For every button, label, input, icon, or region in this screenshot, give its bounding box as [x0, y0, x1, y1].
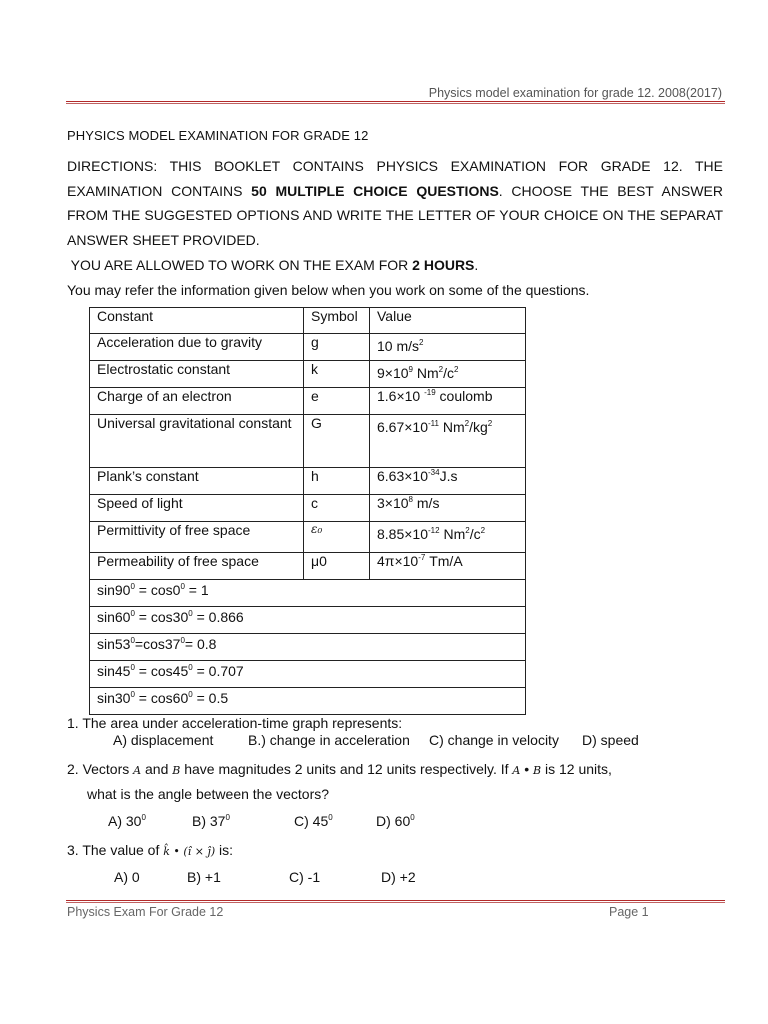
denominator-exponent: 2 [454, 365, 459, 374]
trig-value: = 1 [184, 582, 209, 598]
q2-d-text: D) 60 [376, 813, 411, 829]
q3-pre: 3. The value of [67, 842, 164, 858]
trig-identity [90, 661, 526, 688]
table-row [90, 522, 526, 553]
table-row [90, 495, 526, 522]
q1-option-d: D) speed [582, 732, 639, 748]
header-rule [66, 101, 725, 104]
dot-operator: • [524, 761, 530, 777]
trig-a: sin30 [97, 690, 131, 706]
table-row [90, 361, 526, 388]
value-base: 9×10 [377, 365, 409, 381]
table-header-row [90, 308, 526, 334]
trig-row [90, 580, 526, 607]
table-row [90, 553, 526, 580]
degree-mark: 0 [188, 690, 193, 699]
value-exponent: 2 [419, 338, 424, 347]
q3-post: is: [215, 842, 234, 858]
degree-mark: 0 [130, 582, 135, 591]
trig-a: sin60 [97, 609, 131, 625]
table-row [90, 388, 526, 415]
constant-value [370, 468, 526, 495]
trig-b: = cos0 [134, 582, 181, 598]
q3-option-c: C) -1 [289, 869, 321, 885]
degree-mark: 0 [180, 582, 185, 591]
q2-b-deg: 0 [225, 813, 230, 822]
q1-option-b: B.) change in acceleration [248, 732, 410, 748]
constant-name: Universal gravitational constant [90, 415, 304, 468]
value-base: 1.6×10 [377, 388, 425, 404]
question-2 [67, 761, 612, 777]
trig-b: = cos30 [134, 609, 189, 625]
question-1: 1. The area under acceleration-time graph represents: [67, 715, 403, 731]
constant-symbol: h [304, 468, 370, 495]
q2-option-d [376, 813, 415, 829]
directions-text-1: DIRECTIONS: THIS BOOKLET CONTAINS PHYSICS EXAMINATION FOR GRADE 12. THE EXAMINATION CONTAINS [67, 158, 723, 199]
trig-b: = cos60 [134, 690, 189, 706]
value-unit: Tm/A [425, 553, 463, 569]
value-unit: Nm [439, 526, 466, 542]
vector-b-dot-label: B [533, 764, 542, 777]
exam-title: PHYSICS MODEL EXAMINATION FOR GRADE 12 [67, 128, 369, 143]
value-unit-denominator: /c [469, 526, 481, 542]
q2-option-b [192, 813, 230, 829]
denominator-exponent: 2 [480, 526, 486, 535]
trig-value: = 0.707 [192, 663, 244, 679]
q2-a-deg: 0 [141, 813, 146, 822]
constant-value [370, 334, 526, 361]
table-row [90, 334, 526, 361]
constant-name: Plank’s constant [90, 468, 304, 495]
constant-value [370, 415, 526, 468]
trig-value: = 0.866 [192, 609, 244, 625]
constant-symbol: c [304, 495, 370, 522]
header-value: Value [370, 308, 526, 334]
trig-identity [90, 607, 526, 634]
constant-name: Permittivity of free space [90, 522, 304, 553]
trig-value: = 0.5 [192, 690, 229, 706]
degree-mark: 0 [130, 690, 135, 699]
value-exponent: -7 [418, 553, 426, 562]
value-unit: Nm [413, 365, 439, 381]
unit-exponent: 2 [464, 419, 470, 428]
header-constant: Constant [90, 308, 304, 334]
value-unit: coulomb [435, 388, 493, 404]
constant-symbol: e [304, 388, 370, 415]
trig-row [90, 688, 526, 715]
denominator-exponent: 2 [487, 419, 493, 428]
q3-option-b: B) +1 [187, 869, 221, 885]
trig-b: = cos45 [134, 663, 189, 679]
page-number: Page 1 [609, 905, 649, 919]
constant-symbol: ε₀ [304, 522, 370, 553]
q3-option-a: A) 0 [114, 869, 140, 885]
value-unit: J.s [439, 468, 458, 484]
value-base: 10 m/s [377, 338, 420, 354]
time-allowed-line [67, 257, 478, 273]
q2-c-deg: 0 [328, 813, 333, 822]
constant-symbol: k [304, 361, 370, 388]
q2-option-c [294, 813, 333, 829]
vector-a-dot-label: A [512, 764, 521, 777]
value-base: 3×10 [377, 495, 409, 511]
degree-mark: 0 [188, 609, 193, 618]
q2-post: is 12 units, [541, 761, 612, 777]
constant-symbol: g [304, 334, 370, 361]
directions-bold-questions: 50 MULTIPLE CHOICE QUESTIONS [251, 182, 499, 199]
degree-mark: 0 [130, 609, 135, 618]
degree-mark: 0 [188, 663, 193, 672]
trig-value: = 0.8 [184, 636, 217, 652]
value-base: 8.85×10 [377, 526, 428, 542]
trig-b: =cos37 [134, 636, 181, 652]
q3-option-d: D) +2 [381, 869, 416, 885]
value-base: 6.63×10 [377, 468, 428, 484]
question-3 [67, 842, 233, 858]
trig-a: sin53 [97, 636, 131, 652]
value-exponent: -11 [428, 419, 439, 428]
directions-text-2: . CHOOSE THE BEST ANSWER FROM THE SUGGESTED OPTIONS AND WRITE THE LETTER OF YOUR CHOICE ON THE SEPARAT ANSWER SHEET PROVIDED. [67, 182, 723, 248]
vector-a-symbol [133, 764, 141, 777]
vector-a-label: A [133, 764, 142, 777]
allowed-hours: 2 HOURS [412, 257, 475, 273]
q2-mid: have magnitudes 2 units and 12 units respectively. If [180, 761, 513, 777]
q2-c-text: C) 45 [294, 813, 329, 829]
constant-value [370, 361, 526, 388]
constant-value [370, 495, 526, 522]
allowed-end: . [474, 257, 479, 273]
value-exponent: 8 [408, 495, 413, 504]
unit-exponent: 2 [465, 526, 470, 535]
value-unit-denominator: /kg [469, 419, 488, 435]
constant-name: Speed of light [90, 495, 304, 522]
trig-a: sin45 [97, 663, 131, 679]
directions-paragraph [67, 154, 723, 252]
q2-b-text: B) 37 [192, 813, 226, 829]
constants-table [89, 307, 526, 715]
value-unit: m/s [413, 495, 440, 511]
value-exponent: -12 [428, 526, 440, 535]
question-2-line-2: what is the angle between the vectors? [87, 786, 330, 802]
degree-mark: 0 [180, 636, 185, 645]
table-row [90, 415, 526, 468]
constant-name: Permeability of free space [90, 553, 304, 580]
trig-row [90, 661, 526, 688]
vector-b-label: B [172, 764, 181, 777]
footer-rule [66, 900, 725, 903]
constant-name: Electrostatic constant [90, 361, 304, 388]
constant-name: Acceleration due to gravity [90, 334, 304, 361]
value-unit: Nm [438, 419, 465, 435]
running-header: Physics model examination for grade 12. 2008(2017) [428, 86, 722, 100]
table-row [90, 468, 526, 495]
q2-d-deg: 0 [410, 813, 415, 822]
constant-value [370, 522, 526, 553]
trig-row [90, 634, 526, 661]
refer-line: You may refer the information given below when you work on some of the questions. [67, 282, 590, 298]
header-symbol: Symbol [304, 308, 370, 334]
q2-option-a [108, 813, 146, 829]
constant-value [370, 553, 526, 580]
allowed-text: YOU ARE ALLOWED TO WORK ON THE EXAM FOR [67, 257, 413, 273]
unit-exponent: 2 [438, 365, 444, 374]
degree-mark: 0 [130, 636, 135, 645]
trig-identity [90, 688, 526, 715]
q3-expression: k̂ • (î × ĵ) [163, 845, 216, 858]
value-base: 6.67×10 [377, 419, 428, 435]
value-exponent: -34 [428, 468, 440, 477]
value-unit-denominator: /c [443, 365, 455, 381]
constant-value [370, 388, 526, 415]
q2-a-text: A) 30 [108, 813, 142, 829]
constant-symbol: G [304, 415, 370, 468]
trig-identity [90, 634, 526, 661]
constant-name: Charge of an electron [90, 388, 304, 415]
trig-row [90, 607, 526, 634]
footer-title: Physics Exam For Grade 12 [67, 905, 224, 919]
q1-option-a: A) displacement [113, 732, 214, 748]
q2-and: and [141, 761, 173, 777]
degree-mark: 0 [130, 663, 135, 672]
constant-symbol: μ0 [304, 553, 370, 580]
q2-pre: 2. Vectors [67, 761, 134, 777]
q1-option-c: C) change in velocity [429, 732, 559, 748]
trig-a: sin90 [97, 582, 131, 598]
value-exponent: -19 [424, 388, 436, 397]
value-base: 4π×10 [377, 553, 419, 569]
trig-identity [90, 580, 526, 607]
value-exponent: 9 [408, 365, 413, 374]
